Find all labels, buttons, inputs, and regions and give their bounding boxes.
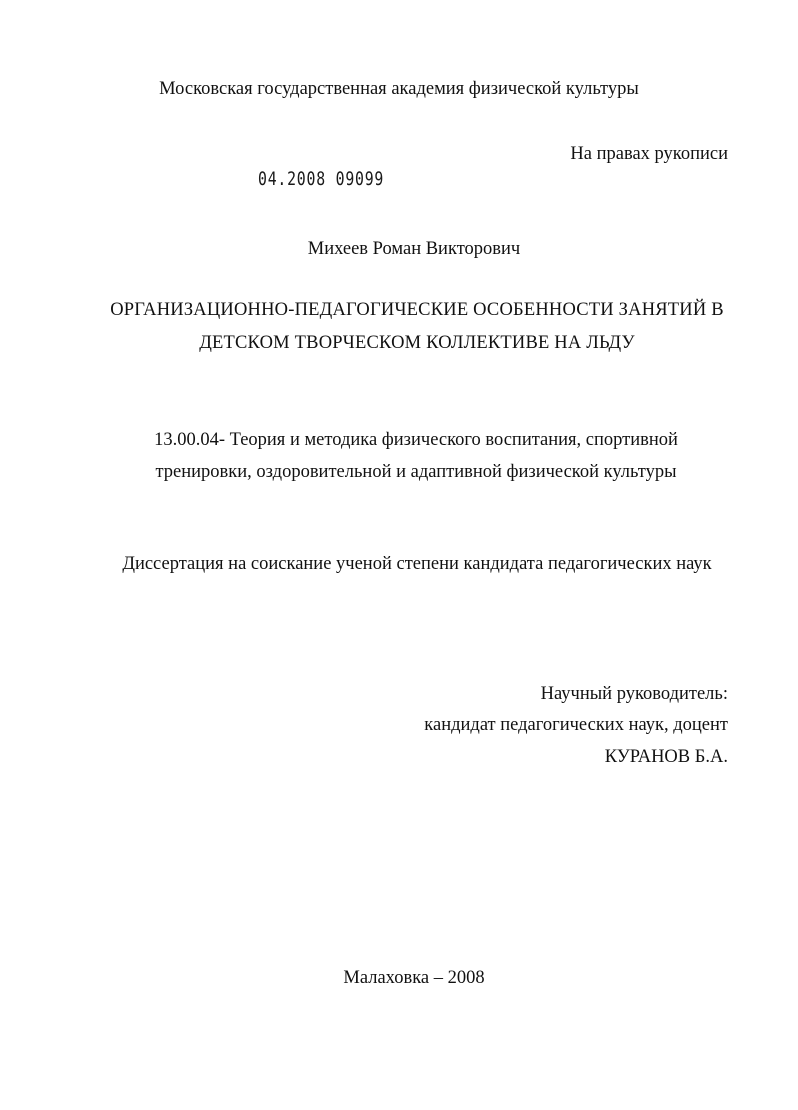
dissertation-type: Диссертация на соискание ученой степени кандидата педагогических наук <box>122 554 712 574</box>
supervisor-degree: кандидат педагогических наук, доцент <box>424 715 728 735</box>
supervisor-name: КУРАНОВ Б.А. <box>604 747 728 767</box>
specialty-line-1: 13.00.04- Теория и методика физического воспитания, спортивной <box>154 430 678 450</box>
place-year: Малаховка – 2008 <box>343 968 485 988</box>
manuscript-note: На правах рукописи <box>570 144 728 164</box>
registry-number: 04.2008 09099 <box>258 168 385 190</box>
title-line-2: ДЕТСКОМ ТВОРЧЕСКОМ КОЛЛЕКТИВЕ НА ЛЬДУ <box>199 333 635 353</box>
registry-stamp <box>258 168 384 190</box>
title-line-1: ОРГАНИЗАЦИОННО-ПЕДАГОГИЧЕСКИЕ ОСОБЕННОСТИ ЗАНЯТИЙ В <box>110 300 724 320</box>
specialty-line-2: тренировки, оздоровительной и адаптивной физической культуры <box>155 462 677 482</box>
institution-name: Московская государственная академия физической культуры <box>159 79 639 99</box>
author-name: Михеев Роман Викторович <box>307 239 521 259</box>
supervisor-label: Научный руководитель: <box>540 684 728 704</box>
